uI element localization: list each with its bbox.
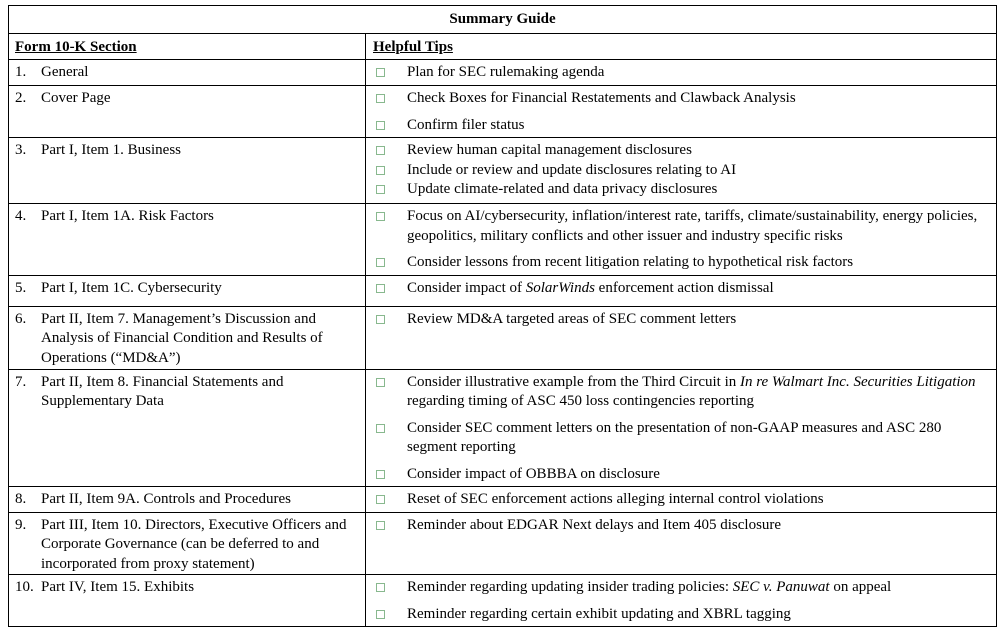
tip-text: Consider impact of OBBBA on disclosure <box>407 465 660 482</box>
table-row <box>9 487 997 513</box>
checkbox-icon <box>376 284 385 293</box>
table-row <box>9 138 997 204</box>
section-title: Part I, Item 1A. Risk Factors <box>41 208 214 224</box>
section-cell <box>9 86 366 138</box>
checkbox-icon <box>376 94 385 103</box>
table-row <box>9 306 997 369</box>
tip-text-pre: Consider illustrative example from the Third Circuit in <box>407 373 740 390</box>
section-entry <box>9 487 365 510</box>
tip-text-post: enforcement action dismissal <box>594 279 774 296</box>
section-number: 7. <box>15 373 27 390</box>
tip-item <box>366 279 996 299</box>
tip-text: Reset of SEC enforcement actions alleging internal control violations <box>407 491 824 507</box>
title-row <box>9 6 997 34</box>
checkbox-icon <box>376 185 385 194</box>
section-cell <box>9 512 366 575</box>
section-cell <box>9 487 366 513</box>
section-entry <box>9 86 365 109</box>
section-title: Part I, Item 1C. Cybersecurity <box>41 279 222 296</box>
section-entry <box>9 60 365 83</box>
tip-text-pre: Reminder regarding updating insider trading policies: <box>407 579 733 595</box>
tip-item <box>366 310 996 330</box>
tips-list <box>366 276 996 301</box>
checkbox-icon <box>376 146 385 155</box>
tip-text: Check Boxes for Financial Restatements and Clawback Analysis <box>407 90 796 106</box>
tip-item <box>366 161 996 181</box>
column-header-section <box>9 34 366 60</box>
tips-list <box>366 86 996 137</box>
tips-cell <box>366 575 997 627</box>
table-row <box>9 369 997 487</box>
table-row <box>9 575 997 627</box>
tip-text-italic: SolarWinds <box>525 279 595 296</box>
section-title: Part III, Item 10. Directors, Executive Officers and Corporate Governance (can be deferred to and incorporated from proxy statement) <box>41 516 347 572</box>
tip-text-post: regarding timing of ASC 450 loss contingencies reporting <box>407 393 755 409</box>
tips-list <box>366 370 996 487</box>
checkbox-icon <box>376 610 385 619</box>
section-cell <box>9 369 366 487</box>
column-header-tips <box>366 34 997 60</box>
tip-text: Update climate-related and data privacy disclosures <box>407 181 718 197</box>
tip-text: Confirm filer status <box>407 116 525 133</box>
checkbox-icon <box>376 424 385 433</box>
checkbox-icon <box>376 315 385 324</box>
tip-item <box>366 180 996 200</box>
tips-cell <box>366 512 997 575</box>
section-number: 5. <box>15 279 27 296</box>
section-title: Part IV, Item 15. Exhibits <box>41 579 195 595</box>
section-number: 1. <box>15 64 27 80</box>
section-entry <box>9 276 365 299</box>
section-cell <box>9 204 366 276</box>
section-entry <box>9 138 365 161</box>
checkbox-icon <box>376 495 385 504</box>
tip-item <box>366 465 996 485</box>
table-row <box>9 86 997 138</box>
tip-text-italic: SEC v. Panuwat <box>732 579 830 595</box>
checkbox-icon <box>376 121 385 130</box>
tips-cell <box>366 275 997 306</box>
tip-item <box>366 605 996 625</box>
checkbox-icon <box>376 583 385 592</box>
checkbox-icon <box>376 521 385 530</box>
section-number: 9. <box>15 516 27 533</box>
header-row <box>9 34 997 60</box>
section-title: Part II, Item 7. Management’s Discussion and Analysis of Financial Condition and Results of Operations (“MD&A”) <box>41 310 323 366</box>
tip-item <box>366 207 996 246</box>
tip-text: Plan for SEC rulemaking agenda <box>407 64 605 80</box>
section-number: 6. <box>15 310 27 327</box>
tip-text: Review human capital management disclosures <box>407 142 692 158</box>
tip-item <box>366 373 996 412</box>
section-title: Part I, Item 1. Business <box>41 142 181 158</box>
tip-text <box>407 578 984 598</box>
tip-text <box>407 373 984 412</box>
section-title: General <box>41 64 89 80</box>
checkbox-icon <box>376 68 385 77</box>
tip-text: Consider SEC comment letters on the presentation of non-GAAP measures and ASC 280 segment reporting <box>407 419 942 455</box>
table-row <box>9 512 997 575</box>
tips-cell <box>366 60 997 86</box>
tip-item <box>366 516 996 536</box>
section-entry <box>9 370 365 412</box>
table-title: Summary Guide <box>9 6 997 34</box>
section-number: 2. <box>15 90 27 106</box>
tips-list <box>366 204 996 275</box>
tip-item <box>366 419 996 458</box>
tips-cell <box>366 86 997 138</box>
tips-list <box>366 138 996 202</box>
tip-text-pre: Consider impact of <box>407 279 526 296</box>
checkbox-icon <box>376 378 385 387</box>
section-title: Cover Page <box>41 90 111 106</box>
tip-text: Consider lessons from recent litigation relating to hypothetical risk factors <box>407 254 854 270</box>
section-cell <box>9 275 366 306</box>
section-number: 8. <box>15 491 27 507</box>
checkbox-icon <box>376 258 385 267</box>
tip-text: Reminder about EDGAR Next delays and Item 405 disclosure <box>407 516 782 533</box>
summary-guide-table <box>8 5 997 627</box>
section-cell <box>9 138 366 204</box>
checkbox-icon <box>376 212 385 221</box>
section-entry <box>9 204 365 227</box>
section-number: 4. <box>15 208 27 224</box>
tip-item <box>366 63 996 83</box>
tips-list <box>366 513 996 538</box>
section-title: Part II, Item 8. Financial Statements and Supplementary Data <box>41 373 284 409</box>
section-cell <box>9 306 366 369</box>
tip-text: Focus on AI/cybersecurity, inflation/interest rate, tariffs, climate/sustainability, energy policies, geopolitics, military conflicts and other issuer and industry specific risks <box>407 208 978 244</box>
section-entry <box>9 513 365 575</box>
tips-cell <box>366 306 997 369</box>
section-title: Part II, Item 9A. Controls and Procedures <box>41 491 291 507</box>
tip-text: Reminder regarding certain exhibit updating and XBRL tagging <box>407 605 791 622</box>
tip-item <box>366 578 996 598</box>
checkbox-icon <box>376 470 385 479</box>
section-cell <box>9 60 366 86</box>
table-row <box>9 275 997 306</box>
tip-text-post: on appeal <box>829 579 892 595</box>
section-cell <box>9 575 366 627</box>
tip-text: Include or review and update disclosures relating to AI <box>407 161 737 178</box>
tip-item <box>366 116 996 136</box>
tip-item <box>366 253 996 273</box>
tips-list <box>366 575 996 626</box>
tips-list <box>366 307 996 332</box>
tips-list <box>366 487 996 512</box>
tip-text-italic: In re Walmart Inc. Securities Litigation <box>740 373 976 390</box>
tip-item <box>366 490 996 510</box>
section-number: 10. <box>15 579 34 595</box>
tip-text: Review MD&A targeted areas of SEC comment letters <box>407 310 737 327</box>
table-row <box>9 204 997 276</box>
section-entry <box>9 307 365 369</box>
column-header-tips-label: Helpful Tips <box>373 39 453 55</box>
tips-cell <box>366 369 997 487</box>
tip-item <box>366 89 996 109</box>
table-row <box>9 60 997 86</box>
section-number: 3. <box>15 142 27 158</box>
tips-cell <box>366 204 997 276</box>
tip-item <box>366 141 996 161</box>
section-entry <box>9 575 365 598</box>
tip-text <box>407 279 984 299</box>
tips-list <box>366 60 996 85</box>
tips-cell <box>366 138 997 204</box>
column-header-section-label: Form 10-K Section <box>15 39 137 55</box>
tips-cell <box>366 487 997 513</box>
checkbox-icon <box>376 166 385 175</box>
